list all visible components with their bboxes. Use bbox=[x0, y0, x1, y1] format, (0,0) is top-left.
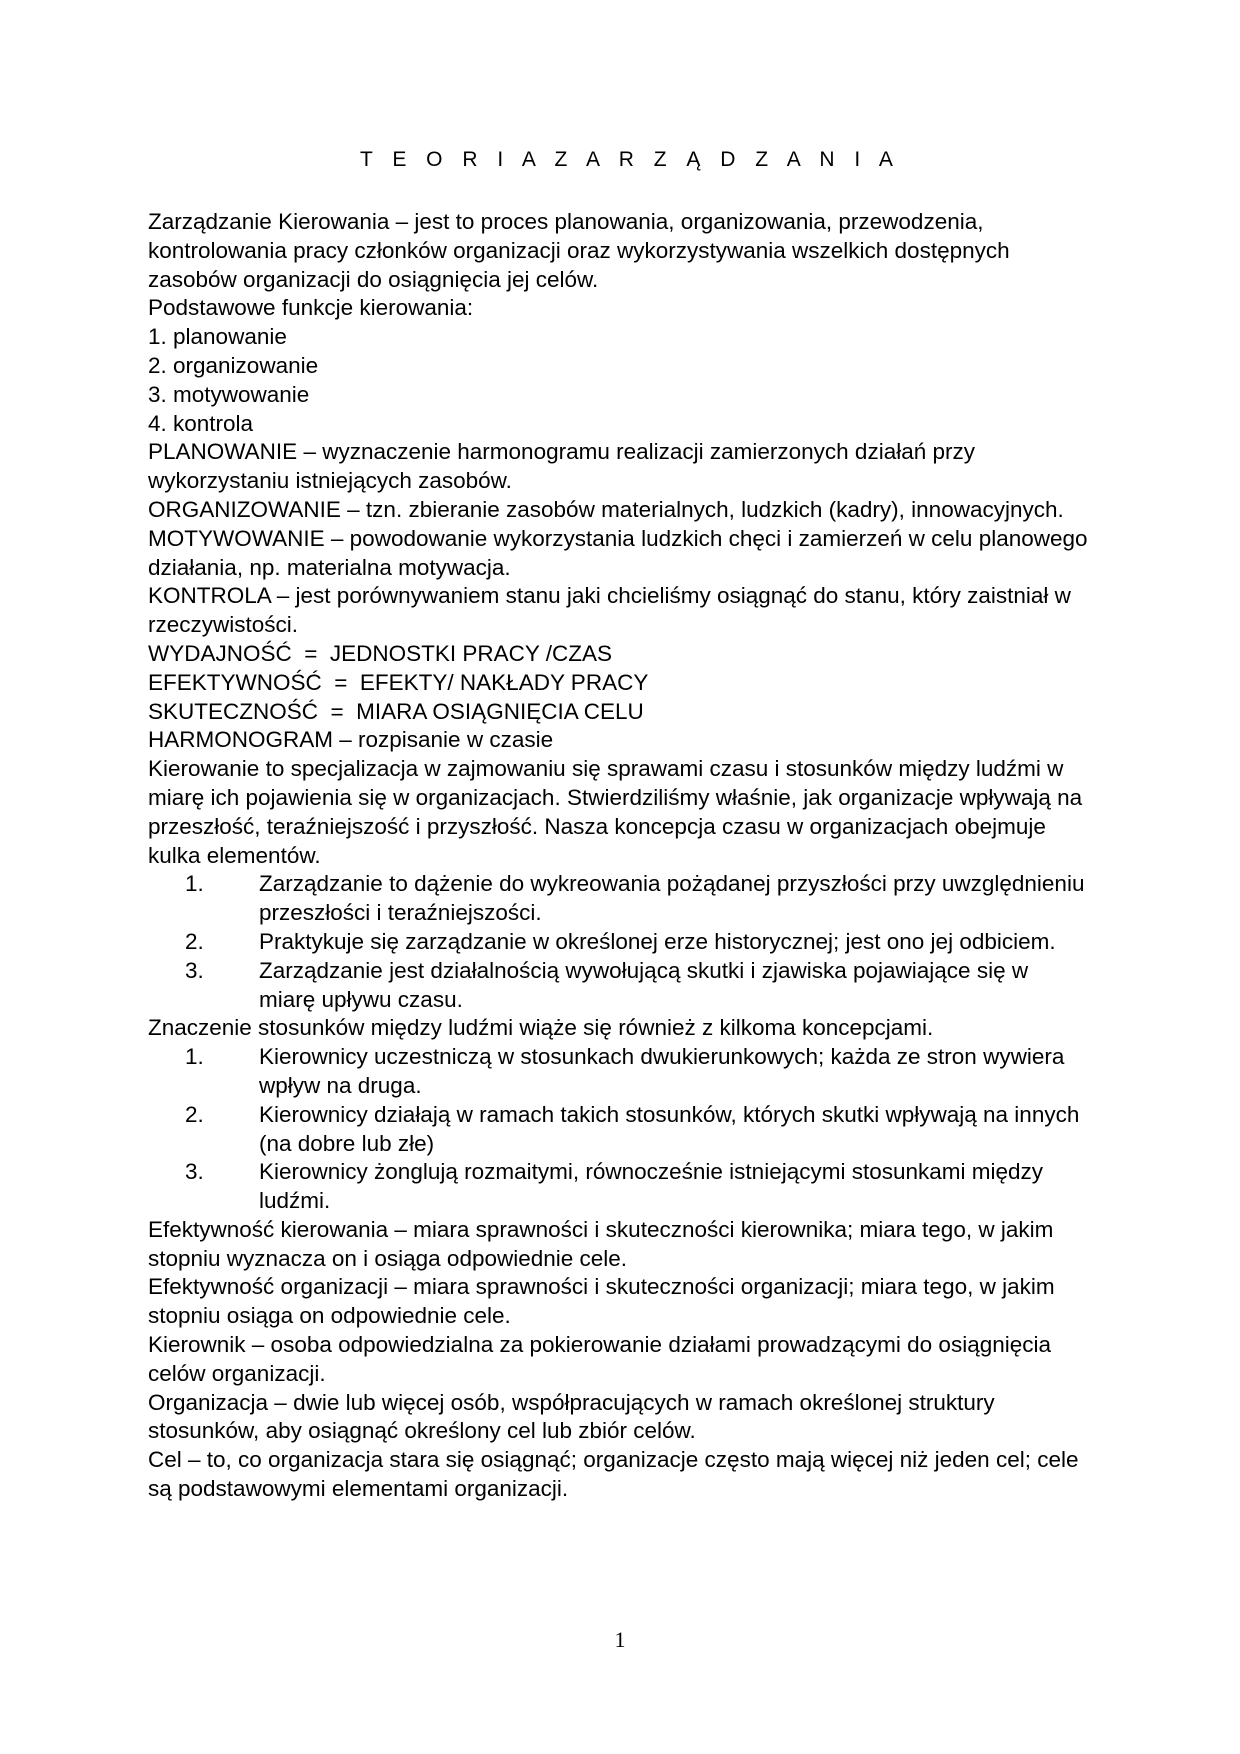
list-number: 1. bbox=[185, 871, 204, 897]
formula-effectiveness: SKUTECZNOŚĆ = MIARA OSIĄGNIĘCIA CELU bbox=[148, 698, 644, 724]
list-text: Kierownicy działają w ramach takich stosunków, których skutki wpływają na innych (na dobre lub złe) bbox=[259, 1101, 1080, 1156]
list-item bbox=[148, 870, 1098, 928]
paragraph-control: KONTROLA – jest porównywaniem stanu jaki chcieliśmy osiągnąć do stanu, który zaistniał w rzeczywistości. bbox=[148, 583, 1071, 638]
list-text: Praktykuje się zarządzanie w określonej erze historycznej; jest ono jej odbiciem. bbox=[259, 928, 1056, 954]
paragraph-functions-heading: Podstawowe funkcje kierowania: bbox=[148, 295, 474, 321]
function-item-control: 4. kontrola bbox=[148, 410, 254, 436]
paragraph-manager: Kierownik – osoba odpowiedzialna za pokierowanie działami prowadzącymi do osiągnięcia celów organizacji. bbox=[148, 1332, 1052, 1386]
list-number: 1. bbox=[185, 1044, 204, 1070]
paragraph-definition-management: Zarządzanie Kierowania – jest to proces planowania, organizowania, przewodzenia, kontrolowania pracy członków organizacji oraz wykorzystywania wszelkich dostępnych zasobów organizacji do osiągnięcia jej celów. bbox=[148, 209, 1010, 292]
paragraph-schedule: HARMONOGRAM – rozpisanie w czasie bbox=[148, 727, 554, 753]
list-number: 2. bbox=[185, 1101, 204, 1127]
document-page bbox=[148, 146, 1098, 1504]
list-text: Kierownicy uczestniczą w stosunkach dwukierunkowych; każda ze stron wywiera wpływ na druga. bbox=[259, 1044, 1065, 1098]
list-item bbox=[148, 1101, 1098, 1159]
paragraph-motivating: MOTYWOWANIE – powodowanie wykorzystania ludzkich chęci i zamierzeń w celu planowego działania, np. materialna motywacja. bbox=[148, 525, 1088, 580]
document-title: T E O R I A Z A R Z Ą D Z A N I A bbox=[360, 148, 900, 171]
list-item bbox=[148, 957, 1098, 1015]
paragraph-relations-intro: Znaczenie stosunków między ludźmi wiąże się również z kilkoma koncepcjami. bbox=[148, 1015, 934, 1041]
list-item bbox=[148, 1158, 1098, 1216]
paragraph-management-effectiveness: Efektywność kierowania – miara sprawności i skuteczności kierownika; miara tego, w jakim stopniu wyznacza on i osiąga odpowiednie cele. bbox=[148, 1216, 1054, 1271]
function-item-organizing: 2. organizowanie bbox=[148, 352, 319, 378]
page-number: 1 bbox=[614, 1627, 626, 1652]
formula-productivity: WYDAJNOŚĆ = JEDNOSTKI PRACY /CZAS bbox=[148, 640, 613, 666]
list-number: 2. bbox=[185, 928, 204, 954]
list-text: Zarządzanie to dążenie do wykreowania pożądanej przyszłości przy uwzględnieniu przeszłości i teraźniejszości. bbox=[259, 871, 1085, 926]
list-number: 3. bbox=[185, 1159, 204, 1185]
list-item bbox=[148, 928, 1098, 957]
list-item bbox=[148, 1043, 1098, 1101]
paragraph-time-relations: Kierowanie to specjalizacja w zajmowaniu się sprawami czasu i stosunków między ludźmi w miarę ich pojawienia się w organizacjach. Stwierdziliśmy właśnie, jak organizacje wpływają na przeszłość, teraźniejszość i przyszłość. Nasza koncepcja czasu w organizacjach obejmuje kulka elementów. bbox=[148, 756, 1083, 868]
list-number: 3. bbox=[185, 957, 204, 983]
list-relations-concepts bbox=[148, 1043, 1098, 1216]
function-item-planning: 1. planowanie bbox=[148, 324, 287, 350]
list-text: Kierownicy żonglują rozmaitymi, równocześnie istniejącymi stosunkami między ludźmi. bbox=[259, 1159, 1044, 1214]
paragraph-organization-effectiveness: Efektywność organizacji – miara sprawności i skuteczności organizacji; miara tego, w jakim stopniu osiąga on odpowiednie cele. bbox=[148, 1274, 1055, 1329]
list-time-concepts bbox=[148, 870, 1098, 1014]
list-text: Zarządzanie jest działalnością wywołującą skutki i zjawiska pojawiające się w miarę upływu czasu. bbox=[259, 957, 1029, 1012]
function-item-motivating: 3. motywowanie bbox=[148, 381, 310, 407]
paragraph-planning: PLANOWANIE – wyznaczenie harmonogramu realizacji zamierzonych działań przy wykorzystaniu istniejących zasobów. bbox=[148, 439, 975, 494]
paragraph-goal: Cel – to, co organizacja stara się osiągnąć; organizacje często mają więcej niż jeden cel; cele są podstawowymi elementami organizacji. bbox=[148, 1447, 1079, 1502]
formula-efficiency: EFEKTYWNOŚĆ = EFEKTY/ NAKŁADY PRACY bbox=[148, 669, 649, 695]
paragraph-organization: Organizacja – dwie lub więcej osób, współpracujących w ramach określonej struktury stosunków, aby osiągnąć określony cel lub zbiór celów. bbox=[148, 1389, 995, 1444]
paragraph-organizing: ORGANIZOWANIE – tzn. zbieranie zasobów materialnych, ludzkich (kadry), innowacyjnych. bbox=[148, 496, 1064, 522]
